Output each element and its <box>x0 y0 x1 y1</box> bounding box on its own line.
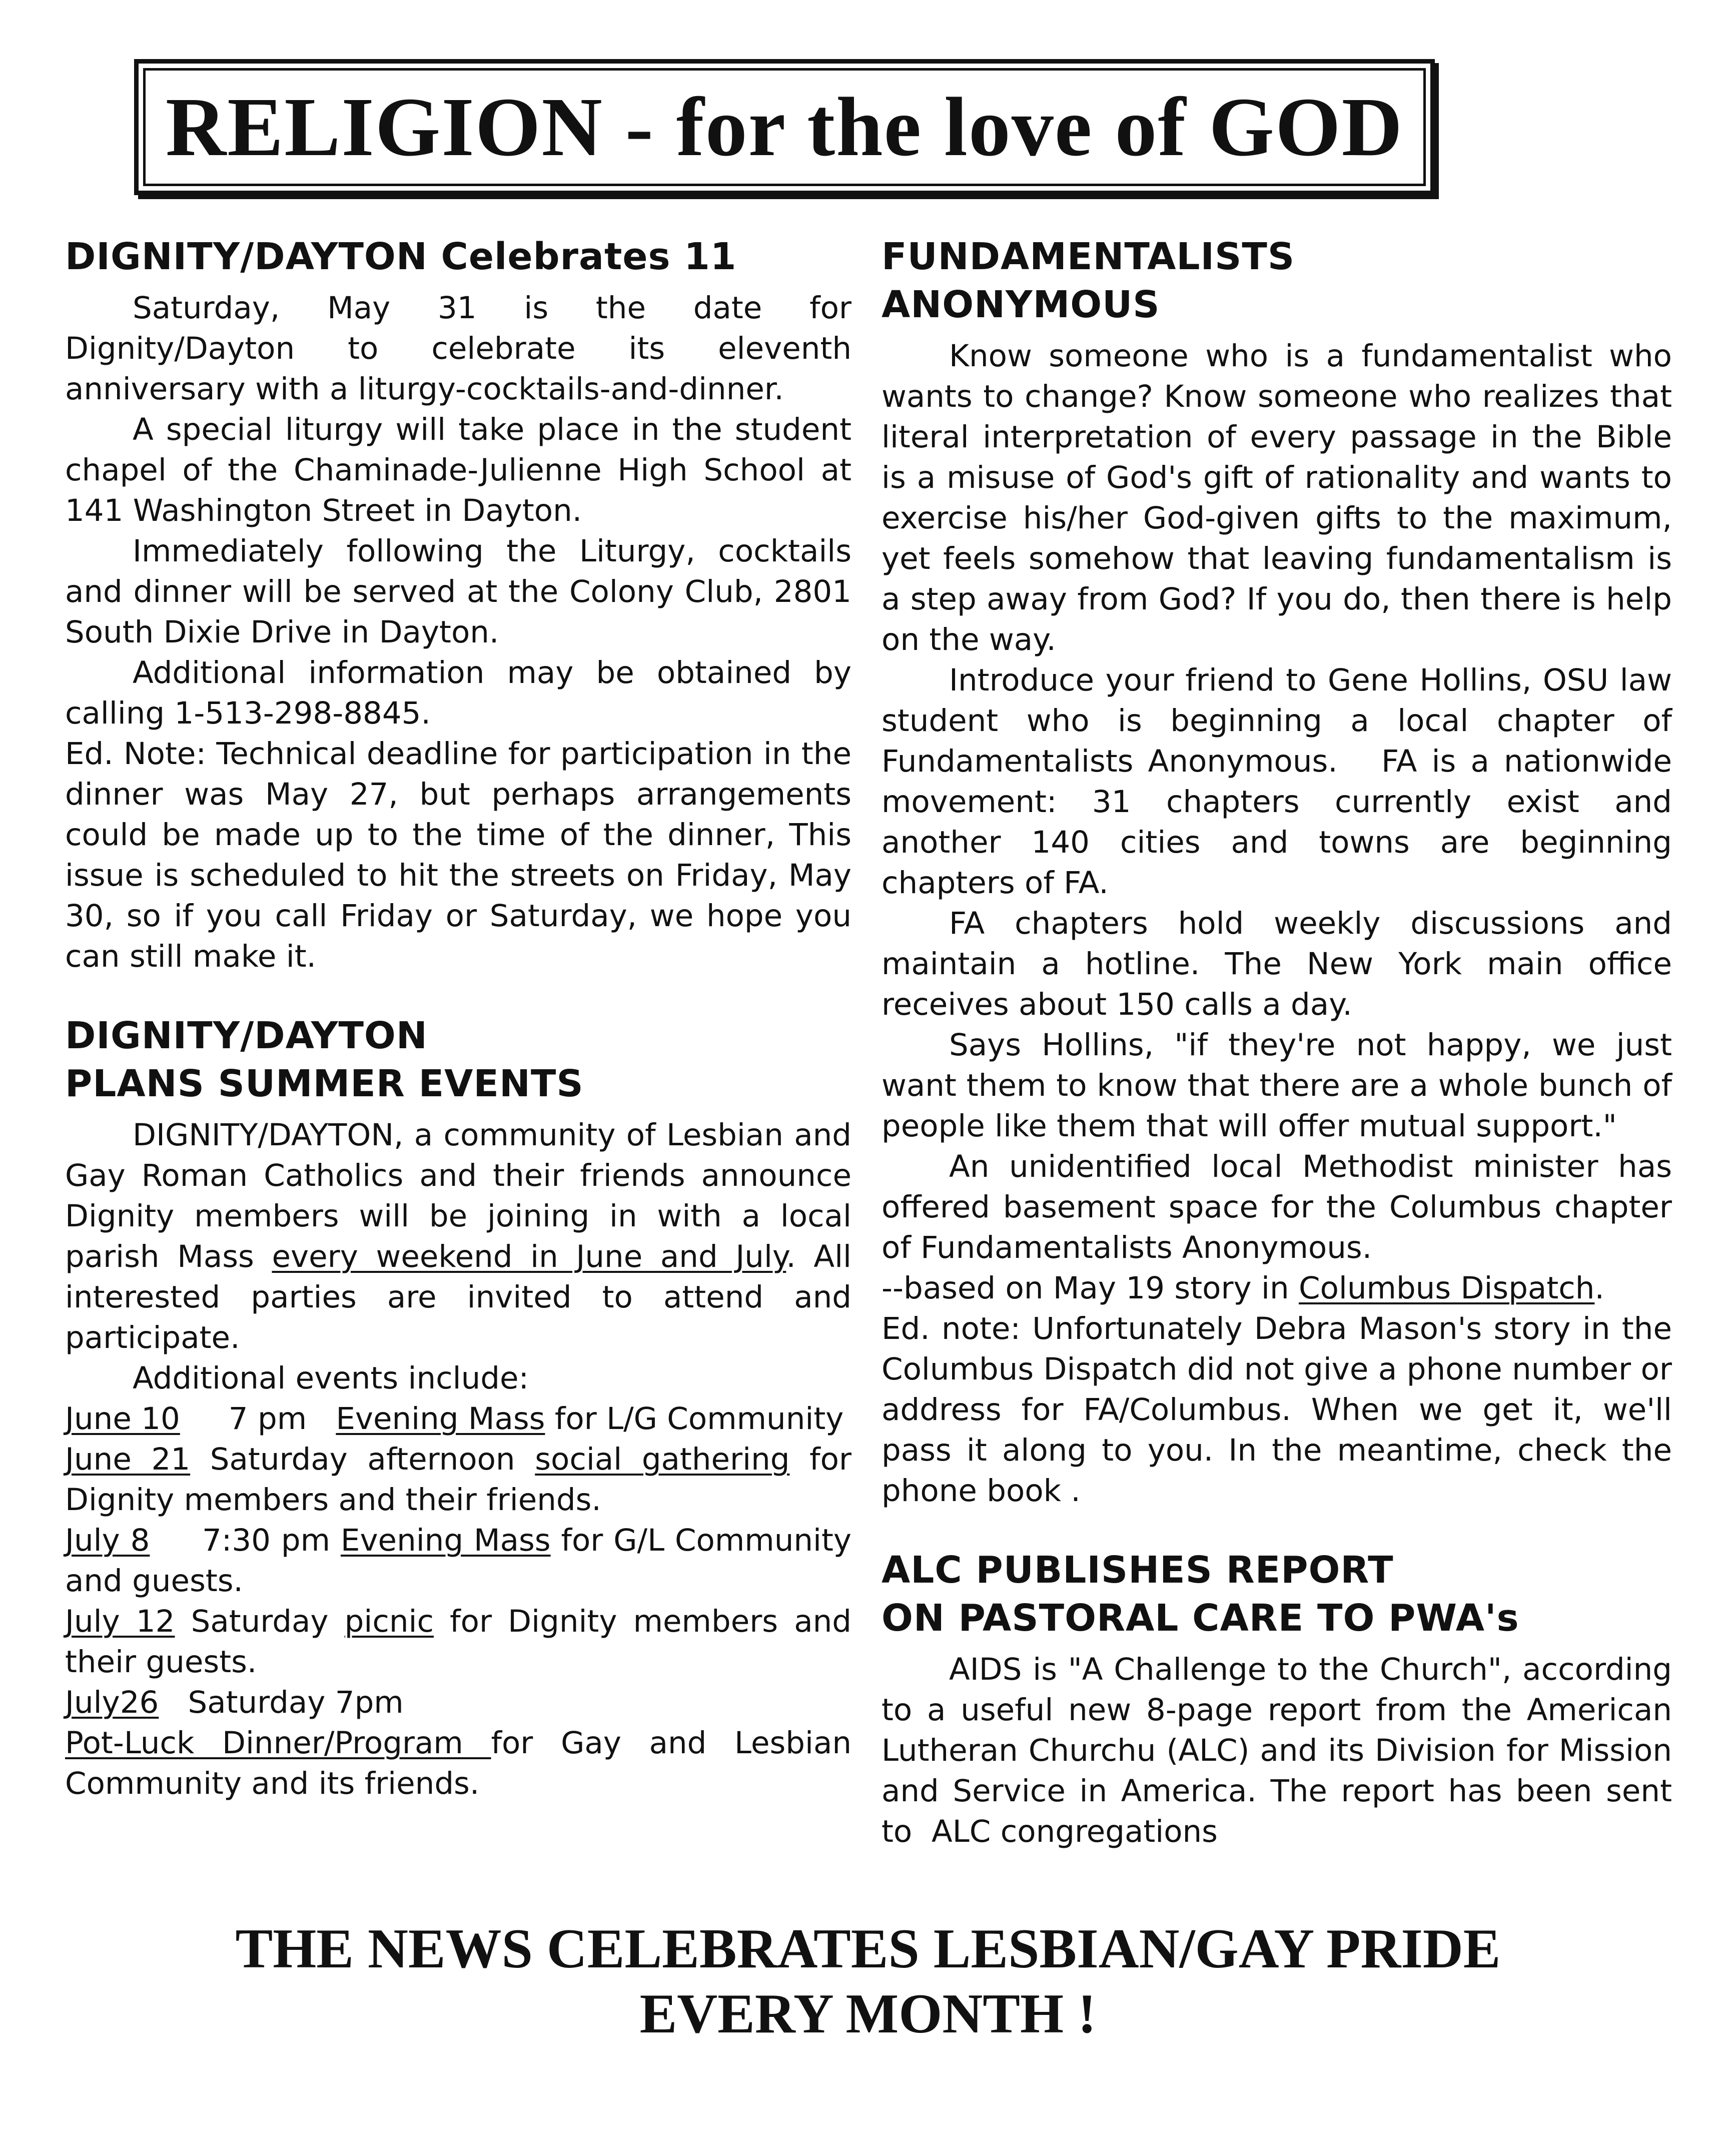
paragraph <box>65 1398 851 1439</box>
article <box>882 233 1682 1511</box>
text: Saturday, May 31 is the date for Dignity/Dayton to celebrate its eleventh anniversary with a liturgy-cocktails-and-dinner. <box>65 290 851 407</box>
underlined-text: June 10 <box>65 1401 180 1437</box>
paragraph <box>882 903 1672 1025</box>
text: . All interested parties are invited to attend and participate. <box>65 1239 852 1355</box>
article <box>65 233 851 977</box>
paragraph <box>65 652 851 734</box>
text: FA chapters hold weekly discussions and maintain a hotline. The New York main office receives about 150 calls a day. <box>882 906 1672 1022</box>
text: . <box>1594 1270 1604 1306</box>
text: Ed. note: Unfortunately Debra Mason's story in the Columbus Dispatch did not give a phone number or address for FA/Columbus. When we get it, we'll pass it along to you. In the meantime, check the phone book . <box>882 1311 1672 1509</box>
underlined-text: social gathering <box>535 1442 790 1477</box>
underlined-text: July 12 <box>65 1604 175 1639</box>
paragraph <box>882 1268 1672 1308</box>
section-title-inner-border <box>143 68 1426 186</box>
pride-banner <box>0 1916 1736 2046</box>
paragraph <box>65 1115 851 1358</box>
text: Saturday <box>175 1604 345 1639</box>
underlined-text: Pot-Luck Dinner/Program <box>65 1725 491 1761</box>
text: Introduce your friend to Gene Hollins, OSU law student who is beginning a local chapter of Fundamentalists Anonymous. FA is a nationwide movement: 31 chapters currently exist and another 140 cities and towns are beginning chapters of FA. <box>882 662 1682 901</box>
text: AIDS is "A Challenge to the Church", according to a useful new 8-page report from the American Lutheran Churchu (ALC) and its Division for Mission and Service in America. The report has been sent to ALC congregations <box>882 1652 1682 1849</box>
paragraph <box>882 1649 1682 1852</box>
article-headline <box>65 1012 851 1108</box>
paragraph <box>882 1146 1672 1268</box>
paragraph <box>882 1025 1672 1146</box>
underlined-text: July 8 <box>65 1523 150 1558</box>
headline-line: ON PASTORAL CARE TO PWA's <box>882 1597 1519 1640</box>
paragraph <box>65 1439 851 1520</box>
text: An unidentified local Methodist minister has offered basement space for the Columbus chapter of Fundamentalists Anonymous. <box>882 1149 1672 1265</box>
text: Saturday afternoon <box>190 1442 535 1477</box>
paragraph <box>65 1601 851 1682</box>
headline-line: PLANS SUMMER EVENTS <box>65 1062 584 1105</box>
paragraph <box>65 734 851 977</box>
paragraph <box>65 531 851 652</box>
text: Saturday 7pm <box>159 1685 404 1720</box>
underlined-text: every weekend in June and July <box>272 1239 786 1274</box>
paragraph <box>65 288 851 409</box>
text: 7 pm <box>180 1401 336 1437</box>
paragraph <box>65 1723 851 1804</box>
text: Ed. Note: Technical deadline for participation in the dinner was May 27, but perhaps arrangements could be made up to the time of the dinner, This issue is scheduled to hit the streets on Friday, May 30, so if you call Friday or Saturday, we hope you can still make it. <box>65 736 851 974</box>
underlined-text: June 21 <box>65 1442 191 1477</box>
text: for G/L Community and guests. <box>65 1523 852 1599</box>
text: Says Hollins, "if they're not happy, we just want them to know that there are a whole bunch of people like them that will offer mutual support." <box>882 1027 1672 1144</box>
paragraph <box>882 1308 1672 1511</box>
banner-line: EVERY MONTH ! <box>639 1983 1097 2045</box>
text: DIGNITY/DAYTON, a community of Lesbian and Gay Roman Catholics and their friends announce Dignity members will be joining in with a local parish Mass <box>65 1117 851 1274</box>
text: for Gay and Lesbian Community and its friends. <box>65 1725 851 1801</box>
article <box>65 1012 851 1804</box>
headline-line: DIGNITY/DAYTON <box>65 1014 428 1057</box>
text: Know someone who is a fundamentalist who wants to change? Know someone who realizes that literal interpretation of every passage in the Bible is a misuse of God's gift of rationality and wants to exercise his/her God-given gifts to the maximum, yet feels somehow that leaving fundamentalism is a step away from God? If you do, then there is help on the way. <box>882 338 1672 657</box>
text: --based on May 19 story in <box>882 1270 1299 1306</box>
paragraph <box>882 336 1672 660</box>
paragraph <box>882 660 1682 903</box>
left-column <box>65 233 851 1804</box>
underlined-text: July26 <box>65 1685 159 1720</box>
right-column <box>882 233 1682 1852</box>
headline-line: ALC PUBLISHES REPORT <box>882 1549 1394 1592</box>
headline-line: FUNDAMENTALISTS <box>882 235 1295 278</box>
text: for L/G Community <box>545 1401 844 1437</box>
text: for Dignity members and their guests. <box>65 1604 851 1680</box>
article <box>882 1546 1682 1852</box>
underlined-text: picnic <box>344 1604 434 1639</box>
text: 7:30 pm <box>150 1523 341 1558</box>
underlined-text: Columbus Dispatch <box>1299 1270 1595 1306</box>
article-headline <box>65 233 851 281</box>
article-headline <box>882 233 1672 329</box>
article-headline <box>882 1546 1672 1642</box>
paragraph <box>65 409 851 531</box>
text: Immediately following the Liturgy, cocktails and dinner will be served at the Colony Club, 2801 South Dixie Drive in Dayton. <box>65 533 851 650</box>
paragraph <box>65 1682 851 1723</box>
headline-line: ANONYMOUS <box>882 283 1160 326</box>
banner-line: THE NEWS CELEBRATES LESBIAN/GAY PRIDE <box>235 1918 1501 1980</box>
headline-line: DIGNITY/DAYTON Celebrates 11 <box>65 235 737 278</box>
underlined-text: Evening Mass <box>340 1523 551 1558</box>
text: Additional information may be obtained by calling 1-513-298-8845. <box>65 655 851 731</box>
section-title-box <box>134 59 1435 195</box>
section-title: RELIGION - for the love of GOD <box>165 80 1404 174</box>
text: A special liturgy will take place in the student chapel of the Chaminade-Julienne High School at 141 Washington Street in Dayton. <box>65 412 851 528</box>
text: Additional events include: <box>133 1360 529 1396</box>
paragraph <box>65 1520 851 1601</box>
paragraph <box>65 1358 851 1398</box>
underlined-text: Evening Mass <box>336 1401 545 1437</box>
text: for Dignity members and their friends. <box>65 1442 851 1518</box>
